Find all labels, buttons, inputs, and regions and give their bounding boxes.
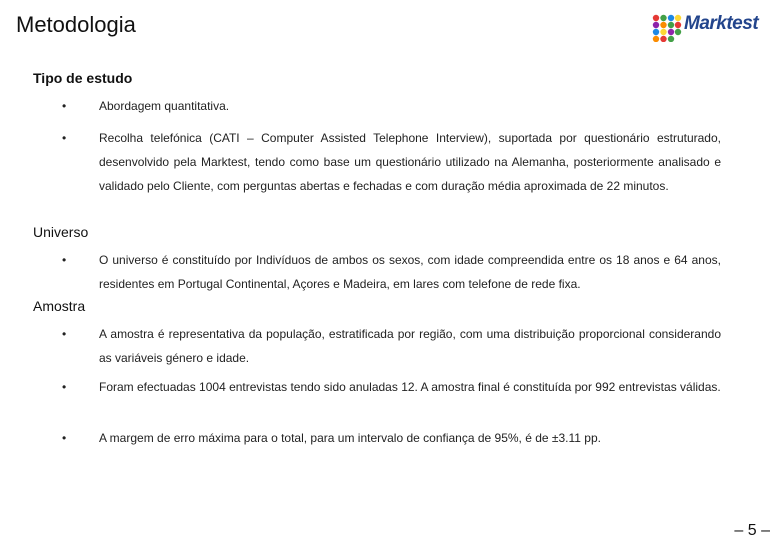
bullet: • [62,431,67,445]
marktest-logo [652,12,764,44]
list-item: Foram efectuadas 1004 entrevistas tendo sido anuladas 12. A amostra final é constituída por 992 entrevistas válidas. [99,380,721,394]
list-item: O universo é constituído por Indivíduos de ambos os sexos, com idade compreendida entre os 18 anos e 64 anos, residentes em Portugal Continental, Açores e Madeira, em lares com telefone de rede fixa. [99,253,721,291]
page-number: – 5 – [734,522,770,539]
list-item: Recolha telefónica (CATI – Computer Assisted Telephone Interview), suportada por questionário estruturado, desenvolvido pela Marktest, tendo como base um questionário utilizado na Alemanha, posteriormente analisado e validado pelo Cliente, com perguntas abertas e fechadas e com duração média aproximada de 22 minutos. [99,131,721,193]
bullet: • [62,99,67,113]
logo-wordmark: Marktest [684,13,759,34]
bullet: • [62,380,67,394]
logo-dots-icon [652,14,682,42]
page-title: Metodologia [16,12,136,37]
list-item: Abordagem quantitativa. [99,99,230,113]
section-heading-universo: Universo [33,224,89,240]
section-heading-amostra: Amostra [33,298,86,314]
list-item: A amostra é representativa da população, estratificada por região, com uma distribuição proporcional considerando as variáveis género e idade. [99,327,721,365]
list-item: A margem de erro máxima para o total, para um intervalo de confiança de 95%, é de ±3.11 pp. [99,431,601,445]
bullet: • [62,131,67,145]
section-heading-tipo: Tipo de estudo [33,70,133,86]
bullet: • [62,327,67,341]
bullet: • [62,253,67,267]
